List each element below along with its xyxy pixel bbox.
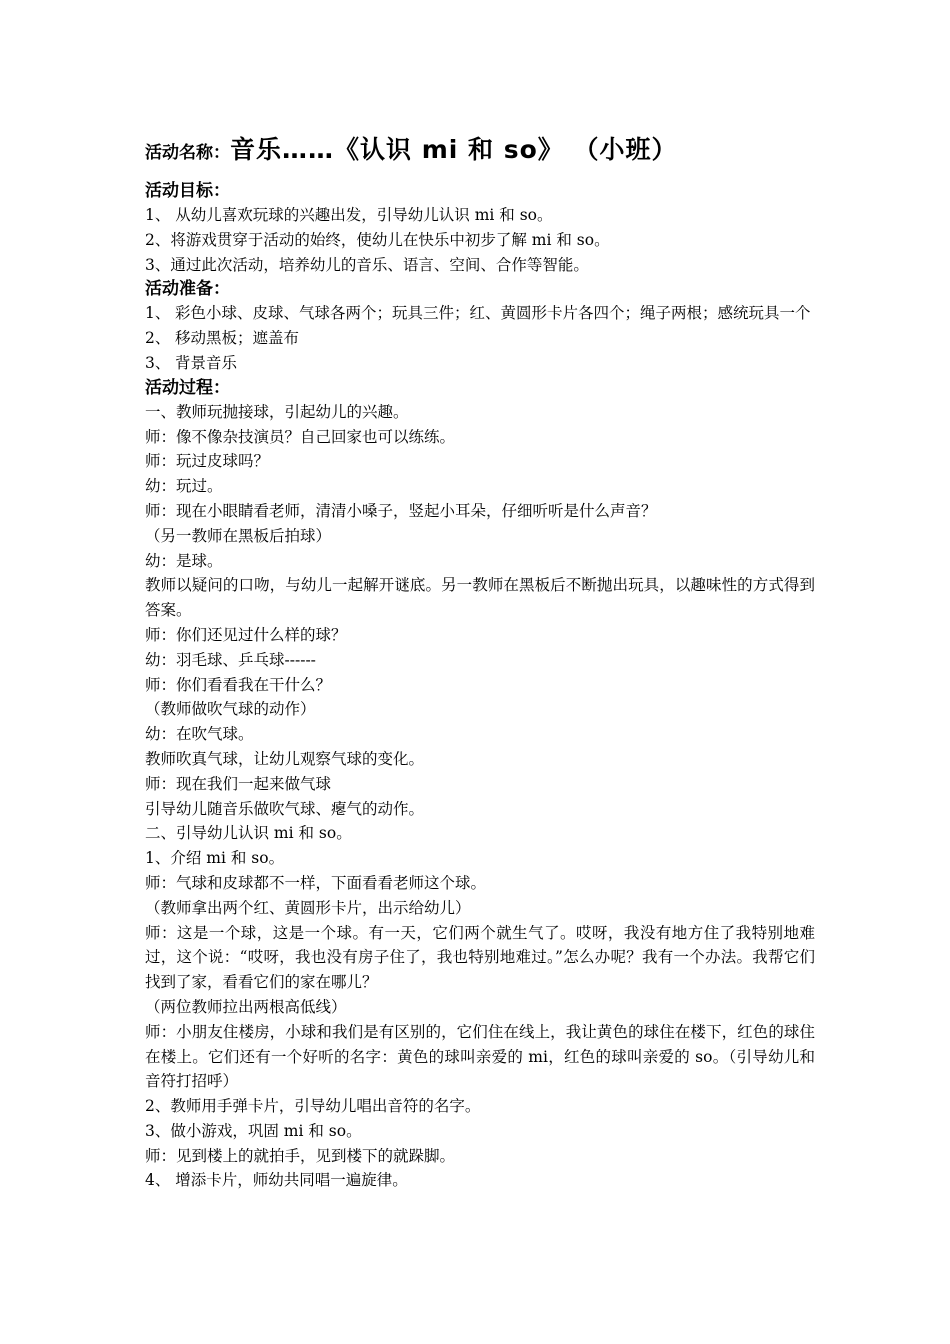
process-heading: 活动过程：: [145, 377, 230, 398]
prep-item-text: 背景音乐: [175, 353, 238, 372]
goals-heading: 活动目标：: [145, 181, 230, 201]
prep-item-text: 彩色小球、皮球、气球各两个；玩具三件；红、黄圆形卡片各四个；绳子两根；感统玩具一个: [175, 304, 811, 323]
prep-item-text: 移动黑板；遮盖布: [175, 329, 300, 348]
process-line: 师：现在我们一起来做气球: [145, 774, 332, 793]
process-line: 师：你们还见过什么样的球？: [145, 625, 347, 644]
process-line: 4、 增添卡片，师幼共同唱一遍旋律。: [145, 1171, 408, 1190]
process-line: （另一教师在黑板后拍球）: [145, 526, 332, 545]
process-line: 二、引导幼儿认识 mi 和 so。: [145, 824, 352, 843]
process-line: 3、做小游戏，巩固 mi 和 so。: [145, 1121, 362, 1140]
process-line: 幼：羽毛球、乒乓球------: [145, 650, 316, 669]
process-line: （教师拿出两个红、黄圆形卡片，出示给幼儿）: [145, 898, 471, 917]
goal-item: 2、将游戏贯穿于活动的始终，使幼儿在快乐中初步了解 mi 和 so。: [145, 230, 610, 249]
process-line: 教师以疑问的口吻，与幼儿一起解开谜底。另一教师在黑板后不断抛出玩具，以趣味性的方式得到答案。: [145, 576, 815, 620]
process-line: 引导幼儿随音乐做吹气球、瘪气的动作。: [145, 799, 425, 818]
prep-item: [145, 351, 815, 376]
prep-item-number: 2、: [145, 329, 171, 348]
process-line: 师：现在小眼睛看老师，清清小嗓子，竖起小耳朵，仔细听听是什么声音？: [145, 501, 657, 520]
process-line: 师：你们看看我在干什么？: [145, 675, 332, 694]
goal-item: 3、通过此次活动，培养幼儿的音乐、语言、空间、合作等智能。: [145, 255, 589, 274]
process-line: 师：像不像杂技演员？自己回家也可以练练。: [145, 427, 456, 446]
prep-item: [145, 326, 815, 351]
process-line: 教师吹真气球，让幼儿观察气球的变化。: [145, 749, 425, 768]
process-line: 师：气球和皮球都不一样，下面看看老师这个球。: [145, 873, 487, 892]
prep-item: [145, 301, 815, 326]
activity-title: [145, 128, 815, 175]
process-line: 一、教师玩抛接球，引起幼儿的兴趣。: [145, 402, 409, 421]
process-line: （教师做吹气球的动作）: [145, 700, 316, 719]
document-page: [145, 128, 815, 1193]
process-line: 1、介绍 mi 和 so。: [145, 849, 285, 868]
goal-item: 1、 从幼儿喜欢玩球的兴趣出发，引导幼儿认识 mi 和 so。: [145, 206, 553, 224]
process-body: [145, 400, 815, 1194]
prep-item-number: 3、: [145, 353, 171, 372]
process-line: （两位教师拉出两根高低线）: [145, 997, 347, 1016]
activity-title-label: 活动名称：: [145, 143, 230, 163]
process-line: 师：玩过皮球吗？: [145, 452, 270, 471]
process-line: 师：见到楼上的就拍手，见到楼下的就跺脚。: [145, 1146, 456, 1165]
process-line: 幼：是球。: [145, 551, 223, 570]
process-line: 幼：在吹气球。: [145, 725, 254, 744]
process-line: 2、教师用手弹卡片，引导幼儿唱出音符的名字。: [145, 1097, 481, 1116]
process-line: 师：这是一个球，这是一个球。有一天，它们两个就生气了。哎呀，我没有地方住了我特别地难过，这个说：“哎呀，我也没有房子住了，我也特别地难过。”怎么办呢？我有一个办法。我帮它们找到了家，看看它们的家在哪儿？: [145, 923, 815, 992]
prep-item-number: 1、: [145, 304, 171, 323]
activity-title-name: 音乐……《认识 mi 和 so》 （小班）: [230, 135, 678, 164]
prep-heading: 活动准备：: [145, 279, 230, 300]
process-line: 幼：玩过。: [145, 477, 223, 496]
process-line: 师：小朋友住楼房，小球和我们是有区别的，它们住在线上，我让黄色的球住在楼下，红色的球住在楼上。它们还有一个好听的名字：黄色的球叫亲爱的 mi，红色的球叫亲爱的 so。（引导幼儿和音符打招呼）: [145, 1022, 815, 1091]
